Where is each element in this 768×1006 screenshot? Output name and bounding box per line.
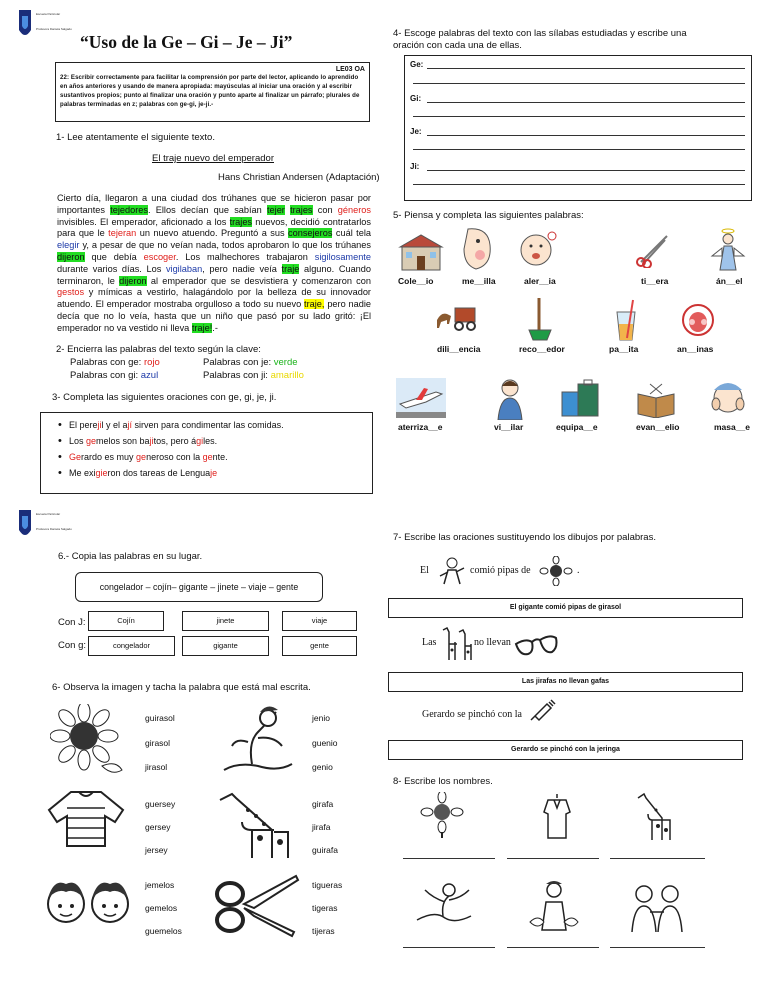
word-dijeron: dijeron [57,251,85,262]
q4-box [404,55,752,201]
answer-line[interactable] [403,858,495,859]
objective-box [55,62,370,122]
answer-box-3[interactable]: Gerardo se pinchó con la jeringa [388,740,743,760]
word-escoger: escoger [143,251,176,262]
choice-word[interactable]: jirasol [145,762,168,772]
word-consejeros: consejeros [288,228,333,239]
q3-prompt: 3- Completa las siguientes oraciones con ge, gi, je, ji. [52,392,277,403]
q1-prompt: 1- Lee atentamente el siguiente texto. [56,132,215,143]
g-word-cell[interactable]: gigante [182,636,269,656]
choice-word[interactable]: tigeras [312,903,338,913]
choice-word[interactable]: tijeras [312,926,335,936]
word-mejilla: me__illa [462,276,496,286]
syringe-icon [527,698,557,724]
q7-sentence-2b: no llevan [474,637,511,648]
q7-sentence-2a: Las [422,637,437,648]
choice-word[interactable]: guemelos [145,926,182,936]
story-title: El traje nuevo del emperador [152,153,274,164]
scissors-icon [214,872,300,938]
q2-prompt: 2- Encierra las palabras del texto según la clave: [56,344,261,355]
crest-icon [17,8,33,42]
word-angel: án__el [716,276,743,286]
label-ji: Ji: [410,162,420,171]
choice-word[interactable]: gemelos [145,903,178,913]
teacher-name: Profesora Daniela Salgado [36,527,72,531]
story-author: Hans Christian Andersen (Adaptación) [218,172,380,183]
con-g-label: Con g: [58,640,86,651]
choice-word[interactable]: jirafa [312,822,331,832]
q7-sentence-1: El [420,565,429,576]
choice-word[interactable]: girafa [312,799,334,809]
gospel-book-icon [636,382,676,418]
word-elegir: elegir [57,240,80,251]
scissors-icon [635,232,671,268]
word-tijera: ti__era [641,276,669,286]
j-word-cell[interactable]: jinete [182,611,269,631]
word-tejeran: tejeran [108,228,137,239]
genie-icon [218,702,298,778]
sweater-icon [45,788,127,848]
school-name: Escuela Particular [36,12,61,16]
giraffes-icon [437,624,473,662]
twins-icon [40,870,136,938]
giant-icon [436,556,468,586]
j-word-cell[interactable]: Cojín [88,611,164,631]
word-tejer: tejer [266,204,285,215]
q3-sentence-4: • Me exigieron dos tareas de Lenguaje [55,468,358,478]
answer-line[interactable] [403,947,495,948]
q4-prompt: 4- Escoge palabras del texto con las sílabas estudiadas y escribe una oración con cada una de ellas. [393,28,687,51]
answer-box-1[interactable]: El gigante comió pipas de girasol [388,598,743,618]
word-diligencia: dili__encia [437,344,481,354]
genie-icon [415,880,475,930]
objective-code: LE03 OA [335,66,365,73]
straw-glass-icon [611,298,641,342]
word-colegio: Cole__io [398,276,434,286]
sunflower-icon [420,792,464,838]
answer-line[interactable] [507,858,599,859]
choice-word[interactable]: guirasol [145,713,175,723]
key-je: Palabras con je: verde [203,357,298,368]
sunflower-icon [50,704,126,778]
allergy-face-icon [516,228,558,270]
g-word-cell[interactable]: gente [282,636,357,656]
sunflower-icon [538,556,574,586]
word-traje: traje [281,263,300,274]
story-text: Cierto día, llegaron a una ciudad dos trúhanes que se hicieron pasar por importantes tejedores. Ellos decían que sabían tejer trajes con géneros invisibles. El emperador, aficionado a los trajes nuevos, decidió contratarlos para que le tejeran un nuevo atuendo. Preguntó a sus consejeros cuál tela elegir y, a pesar de que no veían nada, todos aprobaron lo que los trúhanes dijeron que debía escoger. Los malhechores trabajaron sigilosamente durante varios días. Los vigilaban, pero nadie veía traje alguno. Cuando terminaron, le dijeron al emperador que se desvistiera y comenzaron con gestos y mímicas a vestirlo, halagándolo por la belleza de su innovador atuendo. El emperador mostraba orgulloso a todo su nuevo traje, pero nadie decía que no lo veía, hasta que un niño que pasó por su lado gritó: ¡El emperador no va vestido ni lleva traje!.- [57,193,372,333]
word-trajes: trajes [290,204,313,215]
word-pajita: pa__ita [609,344,639,354]
answer-line[interactable] [507,947,599,948]
crest-icon [17,508,33,542]
giraffe-icon [212,786,298,862]
label-gi: Gi: [410,94,422,103]
q3-sentence-3: • Gerardo es muy generoso con la gente. [55,452,358,462]
word-anginas: an__inas [677,344,714,354]
word-recogedor: reco__edor [519,344,565,354]
choice-word[interactable]: jenio [312,713,330,723]
stagecoach-icon [435,302,479,332]
answer-box-2[interactable]: Las jirafas no llevan gafas [388,672,743,692]
answer-line[interactable] [610,947,705,948]
key-ge: Palabras con ge: rojo [70,357,160,368]
q6b-prompt: 6- Observa la imagen y tacha la palabra que está mal escrita. [52,682,311,693]
giraffe-icon [634,792,674,842]
key-gi: Palabras con gi: azul [70,370,159,381]
q3-box [40,412,373,494]
con-j-label: Con J: [58,617,86,628]
q7-sentence-1c: . [577,565,580,576]
word-bank: congelador – cojín– gigante – jinete – viaje – gente [75,572,323,602]
word-trajes: trajes [229,216,253,227]
word-sigilosamente: sigilosamente [314,251,371,262]
glasses-icon [514,630,560,660]
key-ji: Palabras con ji: amarillo [203,370,304,381]
word-alergia: aler__ia [524,276,556,286]
q7-sentence-3: Gerardo se pinchó con la [422,709,522,720]
word-traje: traje, [304,299,325,310]
jersey-icon [540,792,574,840]
school-name: Escuela Particular [36,512,61,516]
choice-word[interactable]: guirafa [312,845,338,855]
luggage-icon [560,378,602,418]
choice-word[interactable]: guersey [145,799,176,809]
choice-word[interactable]: gersey [145,822,171,832]
q8-prompt: 8- Escribe los nombres. [393,776,493,787]
landing-plane-icon [396,378,446,418]
word-evangelio: evan__elio [636,422,680,432]
word-aterrizaje: aterriza__e [398,422,443,432]
cheek-face-icon [458,225,498,271]
q7-sentence-1b: comió pipas de [470,565,531,576]
choice-word[interactable]: jersey [145,845,168,855]
label-je: Je: [410,127,422,136]
word-gestos: gestos [57,287,85,298]
word-vigilar: vi__ilar [494,422,524,432]
massage-face-icon [708,376,748,420]
school-icon [398,232,444,272]
tonsils-icon [680,300,716,338]
objective-text: 22: Escribir correctamente para facilitar la comprensión por parte del lector, aplicando lo aprendido en años anteriores y usando de manera apropiada: mayúsculas al iniciar una oración y al escribir sustantivos propios; punto al finalizar una oración y punto aparte al finalizar un párrafo; plurales de palabras terminadas en z; palabras con ge-gi, je-ji.- [60,74,360,108]
watching-person-icon [492,376,528,420]
q3-sentence-1: • El perejil y el ají sirven para condimentar las comidas. [55,420,358,430]
angel-icon [708,226,748,272]
q5-prompt: 5- Piensa y completa las siguientes palabras: [393,210,584,221]
dustpan-icon [525,296,555,342]
page-title: “Uso de la Ge – Gi – Je – Ji” [80,32,293,52]
word-tejedores: tejedores [110,204,149,215]
q3-sentence-2: • Los gemelos son bajitos, pero ágiles. [55,436,358,446]
choice-word[interactable]: girasol [145,738,171,748]
gardener-icon [528,878,580,932]
word-equipaje: equipa__e [556,422,598,432]
word-generos: géneros [337,204,371,215]
g-word-cell[interactable]: congelador [88,636,175,656]
choice-word[interactable]: guenio [312,738,338,748]
choice-word[interactable]: jemelos [145,880,175,890]
choice-word[interactable]: tigueras [312,880,343,890]
q6-prompt: 6.- Copia las palabras en su lugar. [58,551,203,562]
q7-prompt: 7- Escribe las oraciones sustituyendo los dibujos por palabras. [393,532,656,543]
teacher-name: Profesora Daniela Salgado [36,27,72,31]
word-masaje: masa__e [714,422,750,432]
word-vigilaban: vigilaban [165,263,203,274]
word-dijeron: dijeron [119,275,147,286]
answer-line[interactable] [610,858,705,859]
word-traje: traje! [191,322,213,333]
twins-icon [626,880,688,932]
label-ge: Ge: [410,60,424,69]
choice-word[interactable]: genio [312,762,333,772]
j-word-cell[interactable]: viaje [282,611,357,631]
